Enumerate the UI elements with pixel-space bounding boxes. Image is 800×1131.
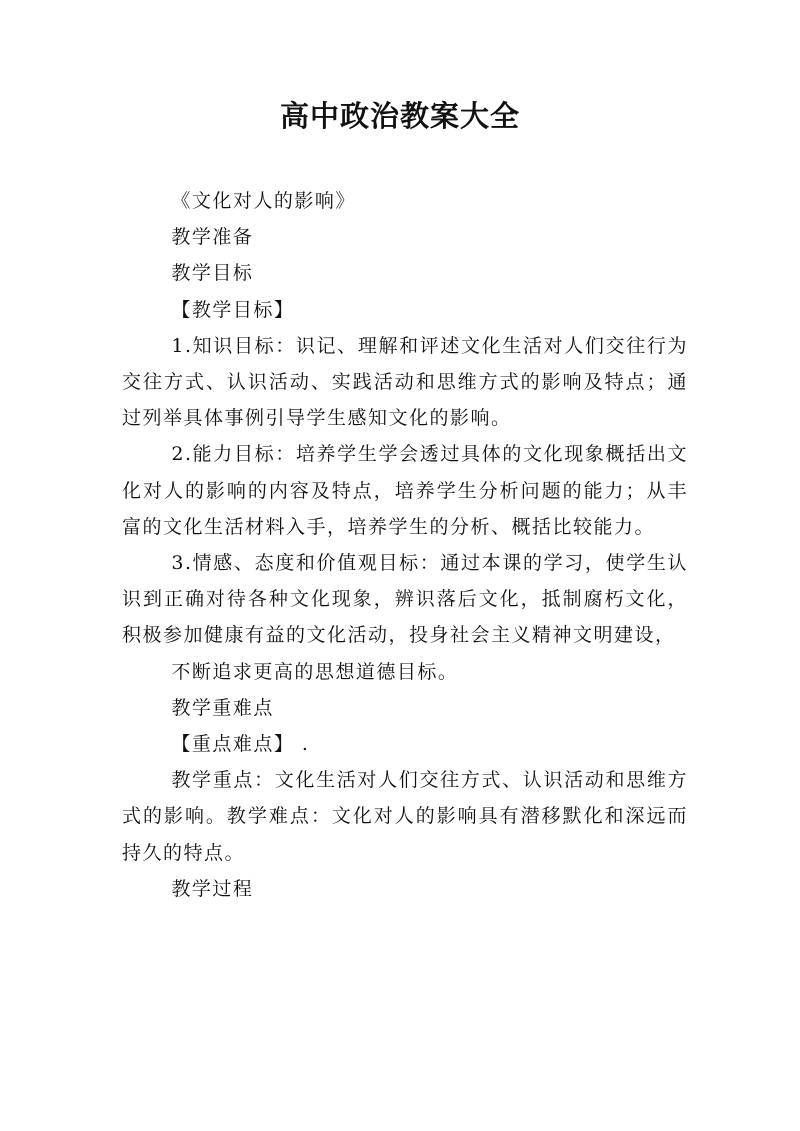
section-heading-preparation: 教学准备	[171, 226, 254, 249]
knowledge-objective: 1.知识目标：识记、理解和评述文化生活对人们交往行为交往方式、认识活动、实践活动和思维方式的影响及特点；通过列举具体事例引导学生感知文化的影响。	[122, 334, 688, 430]
section-heading-key-points: 教学重难点	[171, 696, 274, 719]
moral-goal-paragraph: 不断追求更高的思想道德目标。	[171, 660, 459, 683]
emotion-objective: 3.情感、态度和价值观目标：通过本课的学习，使学生认识到正确对待各种文化现象，辨识落后文化，抵制腐朽文化，积极参加健康有益的文化活动，投身社会主义精神文明建设，	[122, 552, 688, 647]
objectives-label: 【教学目标】	[171, 298, 295, 321]
document-title: 高中政治教案大全	[279, 99, 520, 133]
section-heading-process: 教学过程	[171, 877, 254, 900]
lesson-title: 《文化对人的影响》	[171, 190, 356, 212]
section-heading-objectives: 教学目标	[171, 262, 254, 285]
key-and-difficult-points: 教学重点：文化生活对人们交往方式、认识活动和思维方式的影响。教学难点：文化对人的影响具有潜移默化和深远而持久的特点。	[122, 769, 688, 864]
key-points-label: 【重点难点】 .	[171, 733, 310, 756]
document-body	[122, 183, 688, 907]
ability-objective: 2.能力目标：培养学生学会透过具体的文化现象概括出文化对人的影响的内容及特点，培养学生分析问题的能力；从丰富的文化生活材料入手，培养学生的分析、概括比较能力。	[122, 443, 688, 538]
